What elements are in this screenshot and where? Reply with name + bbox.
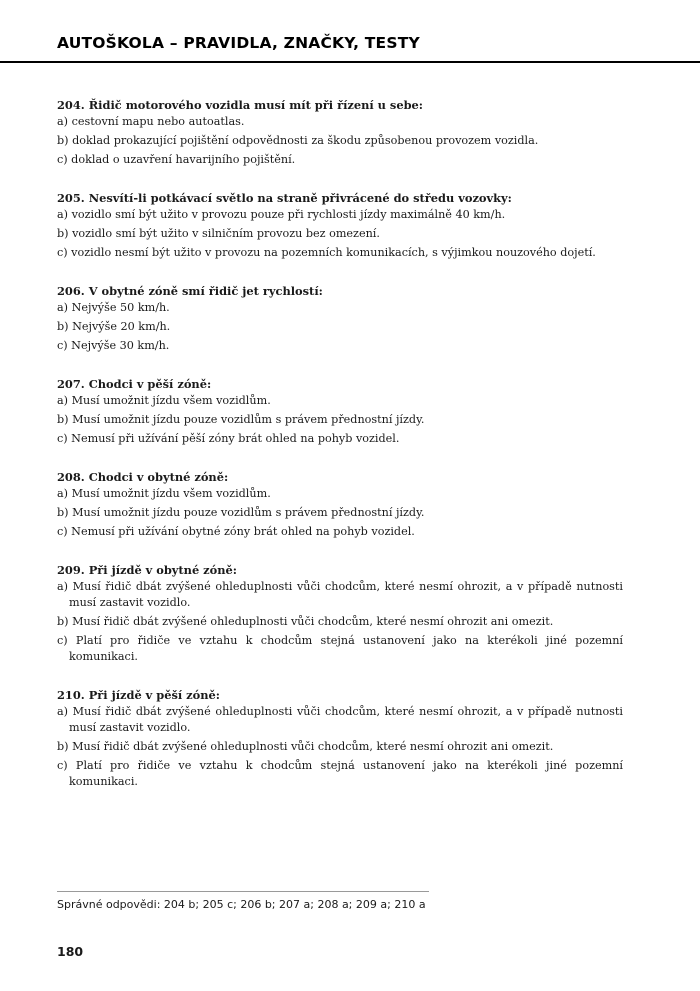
header-title: AUTOŠKOLA – PRAVIDLA, ZNAČKY, TESTY [57, 34, 420, 52]
answer-a: a) Nejvýše 50 km/h. [57, 301, 170, 314]
answer-b: b) doklad prokazující pojištění odpovědnosti za škodu způsobenou provozem vozidla. [57, 134, 539, 147]
answer-c: c) doklad o uzavření havarijního pojištění. [57, 153, 296, 166]
answer-b: b) Musí řidič dbát zvýšené ohleduplnosti vůči chodcům, které nesmí ohrozit ani omezit. [57, 615, 554, 628]
question-title: 205. Nesvítí-li potkávací světlo na straně přivrácené do středu vozovky: [57, 191, 512, 205]
page-number: 180 [57, 944, 84, 959]
question-208 [57, 468, 623, 540]
answer-c: c) Nemusí při užívání pěší zóny brát ohled na pohyb vozidel. [57, 432, 400, 445]
answer-b: b) Musí řidič dbát zvýšené ohleduplnosti vůči chodcům, které nesmí ohrozit ani omezit. [57, 740, 554, 753]
question-210 [57, 686, 623, 790]
answer-a: a) Musí umožnit jízdu všem vozidlům. [57, 394, 271, 407]
answer-b: b) Musí umožnit jízdu pouze vozidlům s právem přednostní jízdy. [57, 506, 425, 519]
question-title: 209. Při jízdě v obytné zóně: [57, 563, 237, 577]
question-title: 207. Chodci v pěší zóně: [57, 377, 212, 391]
answer-a: a) Musí řidič dbát zvýšené ohleduplnosti vůči chodcům, které nesmí ohrozit, a v případě nutnosti musí zastavit vozidlo. [57, 580, 623, 609]
question-209 [57, 561, 623, 665]
answer-b: b) Musí umožnit jízdu pouze vozidlům s právem přednostní jízdy. [57, 413, 425, 426]
answer-c: c) Platí pro řidiče ve vztahu k chodcům stejná ustanovení jako na kterékoli jiné pozemní komunikaci. [57, 634, 623, 663]
question-title: 208. Chodci v obytné zóně: [57, 470, 229, 484]
correct-answers: Správné odpovědi: 204 b; 205 c; 206 b; 207 a; 208 a; 209 a; 210 a [57, 898, 426, 911]
question-205 [57, 189, 623, 261]
answer-c: c) Nejvýše 30 km/h. [57, 339, 170, 352]
answer-c: c) Platí pro řidiče ve vztahu k chodcům stejná ustanovení jako na kterékoli jiné pozemní komunikaci. [57, 759, 623, 788]
answer-a: a) Musí řidič dbát zvýšené ohleduplnosti vůči chodcům, které nesmí ohrozit, a v případě nutnosti musí zastavit vozidlo. [57, 705, 623, 734]
page-header [0, 0, 700, 64]
answer-b: b) vozidlo smí být užito v silničním provozu bez omezení. [57, 227, 380, 240]
question-list [57, 96, 623, 811]
question-207 [57, 375, 623, 447]
question-206 [57, 282, 623, 354]
footer-divider [57, 891, 429, 892]
question-title: 204. Řidič motorového vozidla musí mít při řízení u sebe: [57, 98, 424, 112]
question-title: 206. V obytné zóně smí řidič jet rychlostí: [57, 284, 323, 298]
answer-a: a) cestovní mapu nebo autoatlas. [57, 115, 245, 128]
answer-b: b) Nejvýše 20 km/h. [57, 320, 171, 333]
header-divider [0, 61, 700, 63]
answer-a: a) vozidlo smí být užito v provozu pouze při rychlosti jízdy maximálně 40 km/h. [57, 208, 506, 221]
answer-c: c) vozidlo nesmí být užito v provozu na pozemních komunikacích, s výjimkou nouzového dojetí. [57, 246, 596, 259]
question-204 [57, 96, 623, 168]
question-title: 210. Při jízdě v pěší zóně: [57, 688, 220, 702]
answer-a: a) Musí umožnit jízdu všem vozidlům. [57, 487, 271, 500]
answer-c: c) Nemusí při užívání obytné zóny brát ohled na pohyb vozidel. [57, 525, 415, 538]
